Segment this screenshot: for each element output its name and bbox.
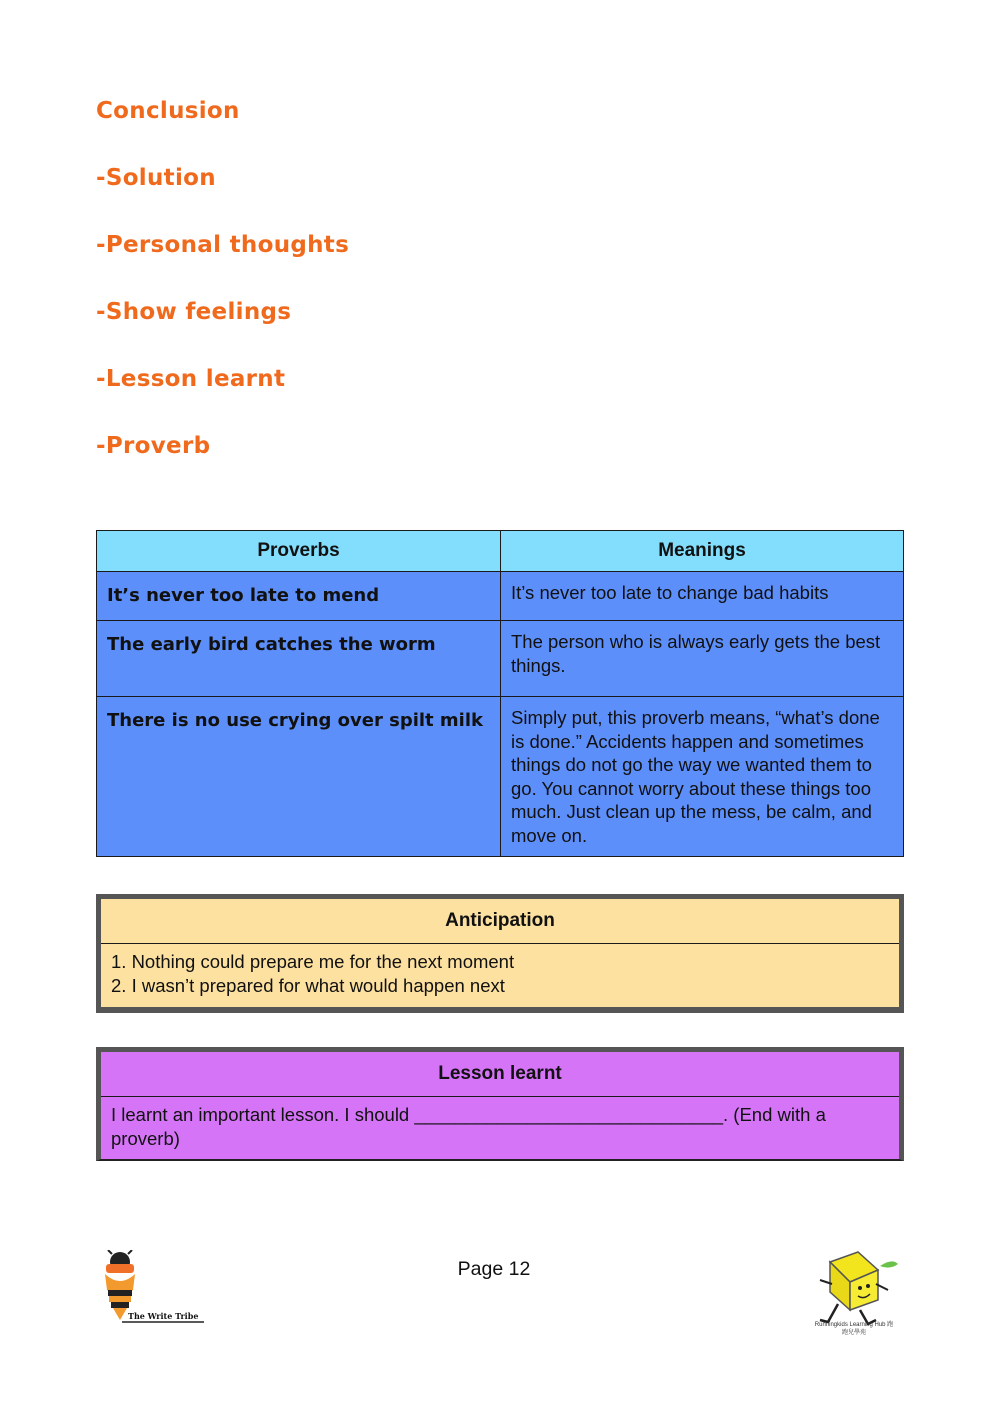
runningkids-caption: Runningkids Learning Hub 跑跑兒學苑 xyxy=(814,1322,894,1336)
table-row xyxy=(97,572,904,621)
conclusion-outline xyxy=(96,92,349,494)
column-header-meanings: Meanings xyxy=(501,531,904,572)
meaning-cell: The person who is always early gets the best things. xyxy=(501,621,904,697)
outline-heading: Conclusion xyxy=(96,98,240,124)
anticipation-title: Anticipation xyxy=(101,899,899,944)
anticipation-line: 2. I wasn’t prepared for what would happen next xyxy=(111,975,505,996)
proverb-cell: It’s never too late to mend xyxy=(97,572,501,621)
page-number: Page 12 xyxy=(457,1258,531,1280)
table-row xyxy=(97,697,904,857)
anticipation-line: 1. Nothing could prepare me for the next moment xyxy=(111,951,515,972)
outline-item: -Solution xyxy=(96,165,216,191)
column-header-proverbs: Proverbs xyxy=(97,531,501,572)
meaning-cell: Simply put, this proverb means, “what’s done is done.” Accidents happen and sometimes things do not go the way we wanted them to go. You cannot worry about these things too much. Just clean up the mess, be calm, and move on. xyxy=(501,697,904,857)
table-header-row xyxy=(97,531,904,572)
outline-item: -Proverb xyxy=(96,433,211,459)
lesson-learnt-title: Lesson learnt xyxy=(101,1052,899,1097)
outline-item: -Lesson learnt xyxy=(96,366,286,392)
anticipation-body xyxy=(101,944,899,998)
proverbs-table xyxy=(96,530,904,857)
lesson-learnt-text: I learnt an important lesson. I should ______________________________. (End with a proverb) xyxy=(111,1104,826,1149)
write-tribe-caption: The Write Tribe xyxy=(128,1311,199,1321)
proverb-cell: The early bird catches the worm xyxy=(97,621,501,697)
meaning-cell: It’s never too late to change bad habits xyxy=(501,572,904,621)
lesson-learnt-box xyxy=(96,1047,904,1161)
anticipation-box xyxy=(96,894,904,1013)
table-row xyxy=(97,621,904,697)
outline-item: -Show feelings xyxy=(96,299,292,325)
outline-item: -Personal thoughts xyxy=(96,232,350,258)
proverb-cell: There is no use crying over spilt milk xyxy=(97,697,501,857)
